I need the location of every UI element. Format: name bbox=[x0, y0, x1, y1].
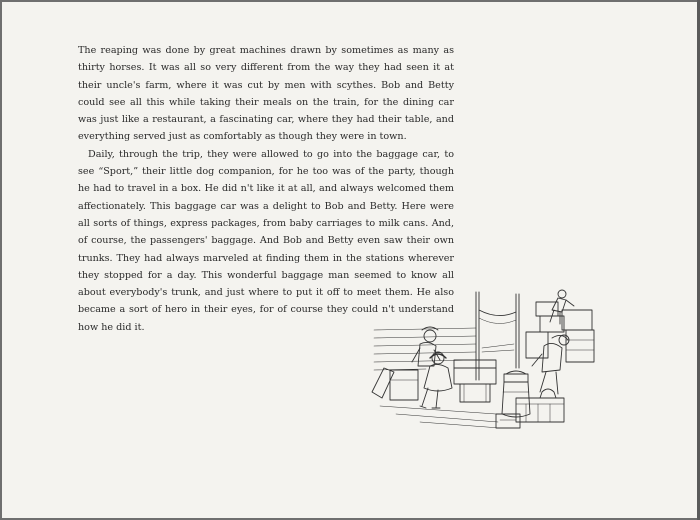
paragraph-1: The reaping was done by great machines drawn by sometimes as many as thirty horses. It was all so very different from the way they had seen it at their uncle's farm, where it was cut by men with scythes. Bob and Betty could see all this while taking their meals on the train, for the dining car was just like a restaurant, a fascinating car, where they had their table, and everything served just as comfortably as though they were in town. bbox=[78, 45, 454, 143]
stacked-crates bbox=[526, 302, 594, 362]
wall-planks bbox=[374, 328, 476, 370]
baggage-car-illustration bbox=[366, 288, 606, 436]
floor-boards bbox=[380, 406, 500, 428]
paragraph-2: Daily, through the trip, they were allowed to go into the baggage car, to see “Sport,” their little dog companion, for he too was of the party, though he had to travel in a box. He did n't like it at all, and always welcomed them affectionately. This baggage car was a delight to Bob and Betty. Here were all sorts of things, express packages, from baby carriages to milk cans. And, of course, the passengers' baggage. And Bob and Betty even saw their own trunks. They had always marveled at finding them in the stations wherever they stopped for a day. This wonderful baggage man seemed to know all about everybody's trunk, and just where to put it off to meet them. He also became a sort of hero in their eyes, for of course they could n't understand how he did it. bbox=[78, 148, 454, 333]
baggage-man-bending bbox=[532, 335, 569, 394]
boy-bob bbox=[412, 327, 440, 366]
left-trunk bbox=[372, 368, 418, 400]
trunk bbox=[454, 360, 496, 402]
door-frame bbox=[476, 292, 519, 380]
